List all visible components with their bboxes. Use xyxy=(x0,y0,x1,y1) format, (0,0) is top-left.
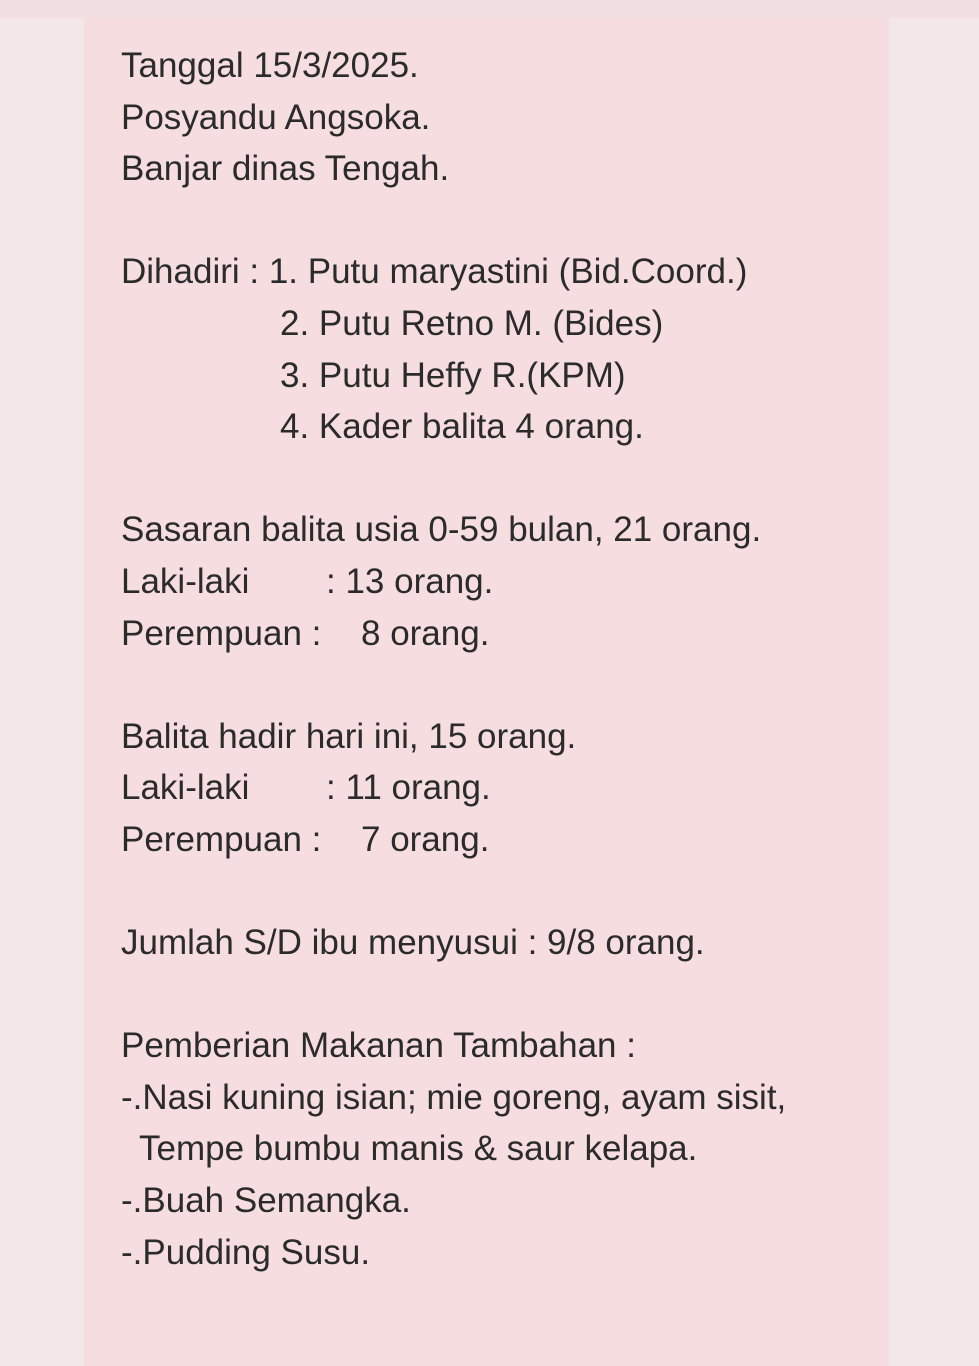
top-bar xyxy=(0,0,979,19)
target-female-row xyxy=(121,608,786,660)
target-summary: Sasaran balita usia 0-59 bulan, 21 orang. xyxy=(121,510,762,550)
pmt-item-1: -.Nasi kuning isian; mie goreng, ayam sisit, xyxy=(121,1077,787,1117)
pmt-heading: Pemberian Makanan Tambahan : xyxy=(121,1026,636,1066)
present-female-row xyxy=(121,814,786,866)
spacer xyxy=(121,969,786,1021)
attendance-item-3: 3. Putu Heffy R.(KPM) xyxy=(280,355,626,395)
present-male-row xyxy=(121,762,786,814)
target-male-label: Laki-laki xyxy=(121,561,250,601)
pmt-item-1-continued: Tempe bumbu manis & saur kelapa. xyxy=(139,1129,698,1169)
spacer xyxy=(121,866,786,918)
target-female-label: Perempuan : xyxy=(121,613,322,653)
present-male-value: : 11 orang. xyxy=(326,768,491,808)
present-summary: Balita hadir hari ini, 15 orang. xyxy=(121,716,577,756)
banjar-line: Banjar dinas Tengah. xyxy=(121,149,450,189)
attendance-item-1: 1. Putu maryastini (Bid.Coord.) xyxy=(268,252,748,292)
target-female-value: 8 orang. xyxy=(361,613,490,653)
present-female-label: Perempuan : xyxy=(121,819,322,859)
posyandu-line: Posyandu Angsoka. xyxy=(121,97,431,137)
message-text xyxy=(121,40,786,1278)
pmt-item-2: -.Buah Semangka. xyxy=(121,1181,411,1221)
pmt-item-3: -.Pudding Susu. xyxy=(121,1232,371,1272)
spacer xyxy=(121,195,786,247)
present-male-label: Laki-laki xyxy=(121,768,250,808)
present-female-value: 7 orang. xyxy=(361,819,490,859)
attendance-prefix: Dihadiri : xyxy=(121,252,269,292)
target-male-row xyxy=(121,556,786,608)
attendance-first-line xyxy=(121,246,786,298)
attendance-item-2: 2. Putu Retno M. (Bides) xyxy=(280,303,664,343)
left-margin xyxy=(0,18,84,1366)
date-line: Tanggal 15/3/2025. xyxy=(121,46,419,85)
right-margin xyxy=(889,18,979,1366)
target-male-value: : 13 orang. xyxy=(326,561,494,601)
nursing-line: Jumlah S/D ibu menyusui : 9/8 orang. xyxy=(121,923,705,963)
spacer xyxy=(121,659,786,711)
spacer xyxy=(121,453,786,505)
attendance-item-4: 4. Kader balita 4 orang. xyxy=(280,407,644,447)
